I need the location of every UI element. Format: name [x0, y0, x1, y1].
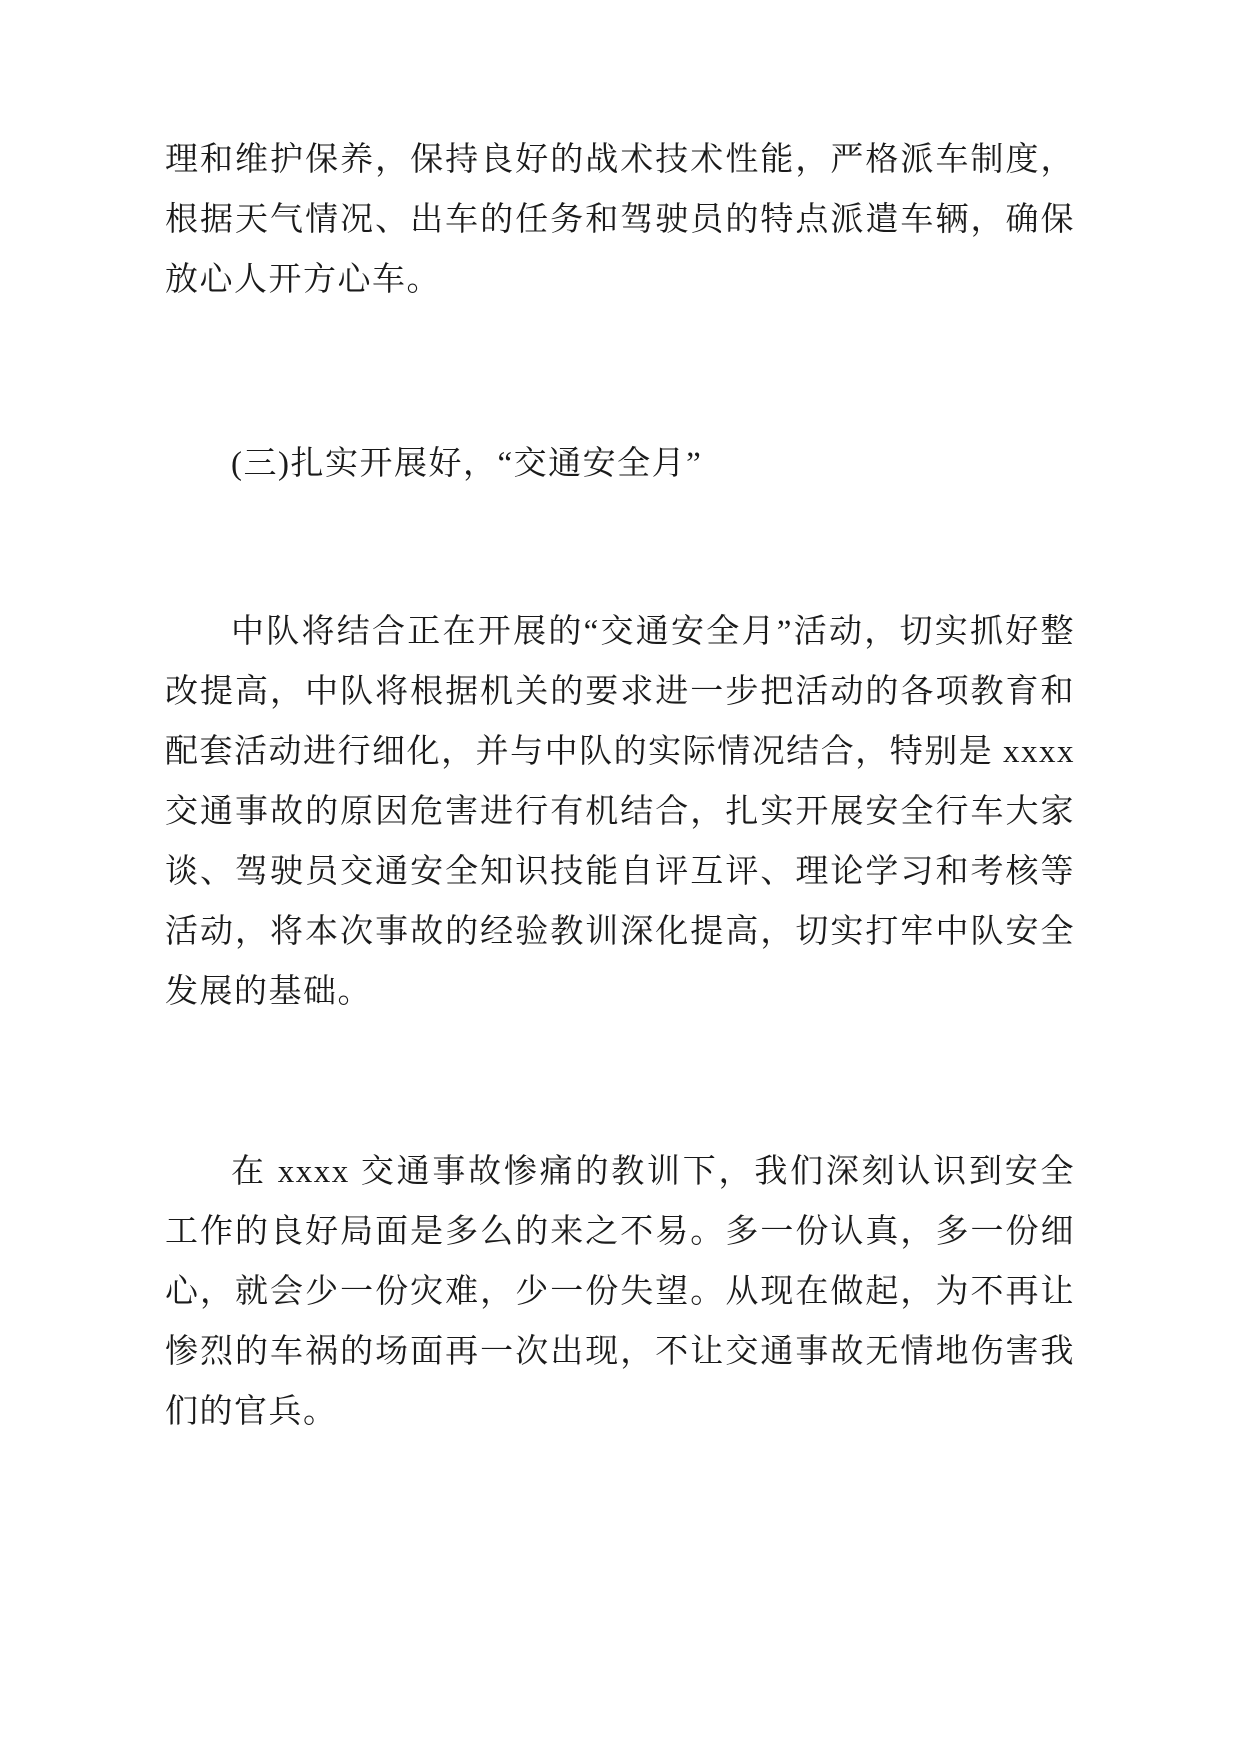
paragraph-safety-month-activities: 中队将结合正在开展的“交通安全月”活动，切实抓好整改提高，中队将根据机关的要求进一步把活动的各项教育和配套活动进行细化，并与中队的实际情况结合，特别是 xxxx 交通事故的原因危害进行有机结合，扎实开展安全行车大家谈、驾驶员交通安全知识技能自评互评、理论学习和考核等活动，将本次事故的经验教训深化提高，切实打牢中队安全发展的基础。	[165, 614, 1075, 1010]
paragraph-vehicle-maintenance: 理和维护保养，保持良好的战术技术性能，严格派车制度，根据天气情况、出车的任务和驾驶员的特点派遣车辆，确保放心人开方心车。	[165, 142, 1075, 298]
section-heading-traffic-safety-month: (三)扎实开展好，“交通安全月”	[231, 446, 703, 482]
paragraph-conclusion: 在 xxxx 交通事故惨痛的教训下，我们深刻认识到安全工作的良好局面是多么的来之不易。多一份认真，多一份细心，就会少一份灾难，少一份失望。从现在做起，为不再让惨烈的车祸的场面再一次出现，不让交通事故无情地伤害我们的官兵。	[165, 1154, 1075, 1430]
